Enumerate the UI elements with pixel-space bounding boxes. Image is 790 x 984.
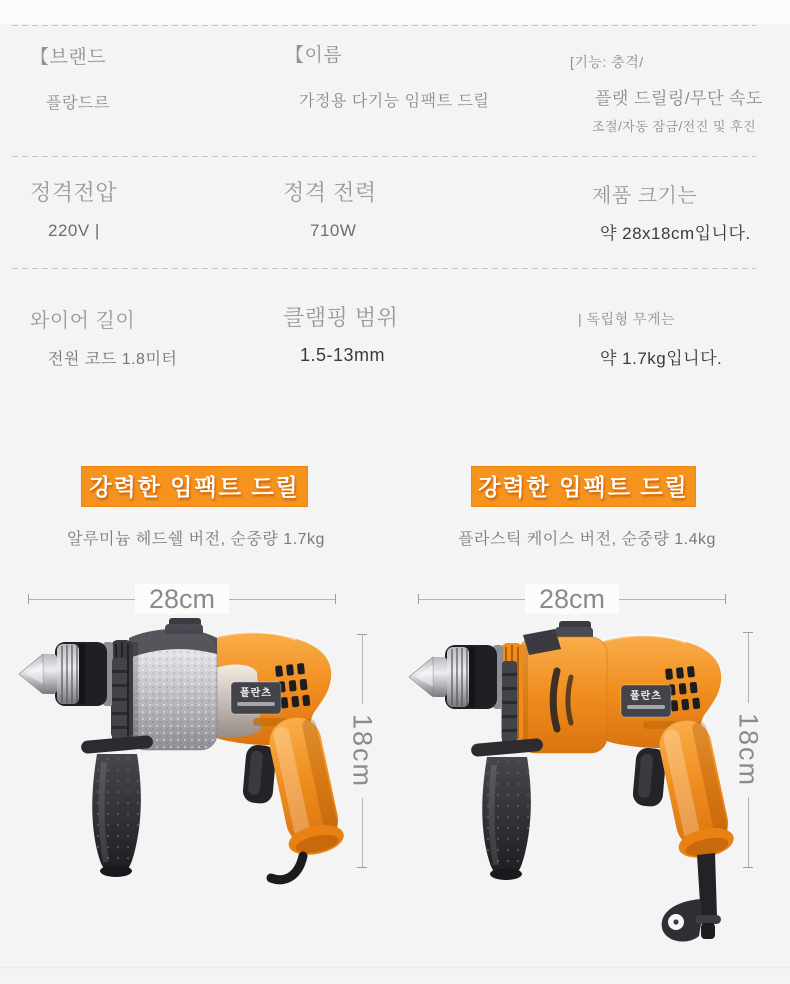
features-label: [기능: 충격/ [570,54,644,70]
power-value: 710W [310,221,357,240]
drill-brand-plate [621,685,671,717]
brand-label: 【브랜드 [30,47,107,68]
clamp-value: 1.5-13mm [300,345,386,365]
right-height-dimension-label: 18cm [733,712,764,788]
dimension-line [362,635,363,704]
dashed-divider-1 [12,25,756,26]
drill-gear-drum [129,629,217,750]
right-width-dimension [418,584,726,614]
brand-value: 플랑드르 [46,95,110,112]
drill-brand-text: 폴란츠 [630,691,662,702]
features-line1: 플랫 드릴링/무단 속도 [595,89,763,108]
drill-power-cord-with-wrench [662,853,721,942]
bottom-hairline [0,975,790,976]
dimension-line [229,599,335,600]
drill-brand-plate [231,682,281,714]
name-value: 가정용 다기능 임팩트 드릴 [299,93,490,110]
dimension-line [748,633,749,703]
dimension-tick [743,867,753,868]
left-height-dimension-label: 18cm [347,713,378,789]
right-width-dimension-label: 28cm [525,584,619,614]
clamp-label: 클램핑 범위 [283,305,399,330]
dashed-divider-3 [12,268,756,269]
dimension-line [619,599,725,600]
dashed-divider-2 [12,156,756,157]
bottom-hairline [0,967,790,968]
voltage-value: 220V | [48,221,100,240]
wire-value: 전원 코드 1.8미터 [48,351,178,368]
dimension-line [748,797,749,867]
drill-grip [263,713,345,860]
size-label: 제품 크기는 [592,185,698,207]
dimension-line [29,599,135,600]
dimension-line [362,798,363,867]
left-width-dimension [28,584,336,614]
right-product-banner: 강력한 임팩트 드릴 [471,466,696,507]
drill-grip [653,716,735,863]
left-height-dimension [346,634,378,868]
voltage-label: 정격전압 [30,180,118,205]
drill-brand-text: 폴란츠 [240,688,272,699]
drill-power-cord [271,856,303,880]
right-drill-photo-plastic [405,615,735,955]
left-product-banner: 강력한 임팩트 드릴 [81,466,308,507]
dimension-tick [725,594,726,604]
right-product-subtitle: 플라스틱 케이스 버전, 순중량 1.4kg [458,531,716,548]
size-value: 약 28x18cm입니다. [600,224,751,243]
name-label: 【이름 [285,45,343,66]
weight-label: | 독립형 무게는 [578,311,676,327]
dimension-tick [335,594,336,604]
left-drill-photo-aluminum [15,612,345,897]
power-label: 정격 전력 [283,180,377,205]
left-width-dimension-label: 28cm [135,584,229,614]
features-line2: 조절/자동 잠금/전진 및 후진 [592,119,757,134]
top-strip [0,0,790,24]
dimension-line [419,599,525,600]
weight-value: 약 1.7kg입니다. [600,349,723,368]
left-product-subtitle: 알루미늄 헤드쉘 버전, 순중량 1.7kg [67,531,325,548]
right-height-dimension [732,632,764,868]
dimension-tick [357,867,367,868]
wire-label: 와이어 길이 [30,310,136,332]
